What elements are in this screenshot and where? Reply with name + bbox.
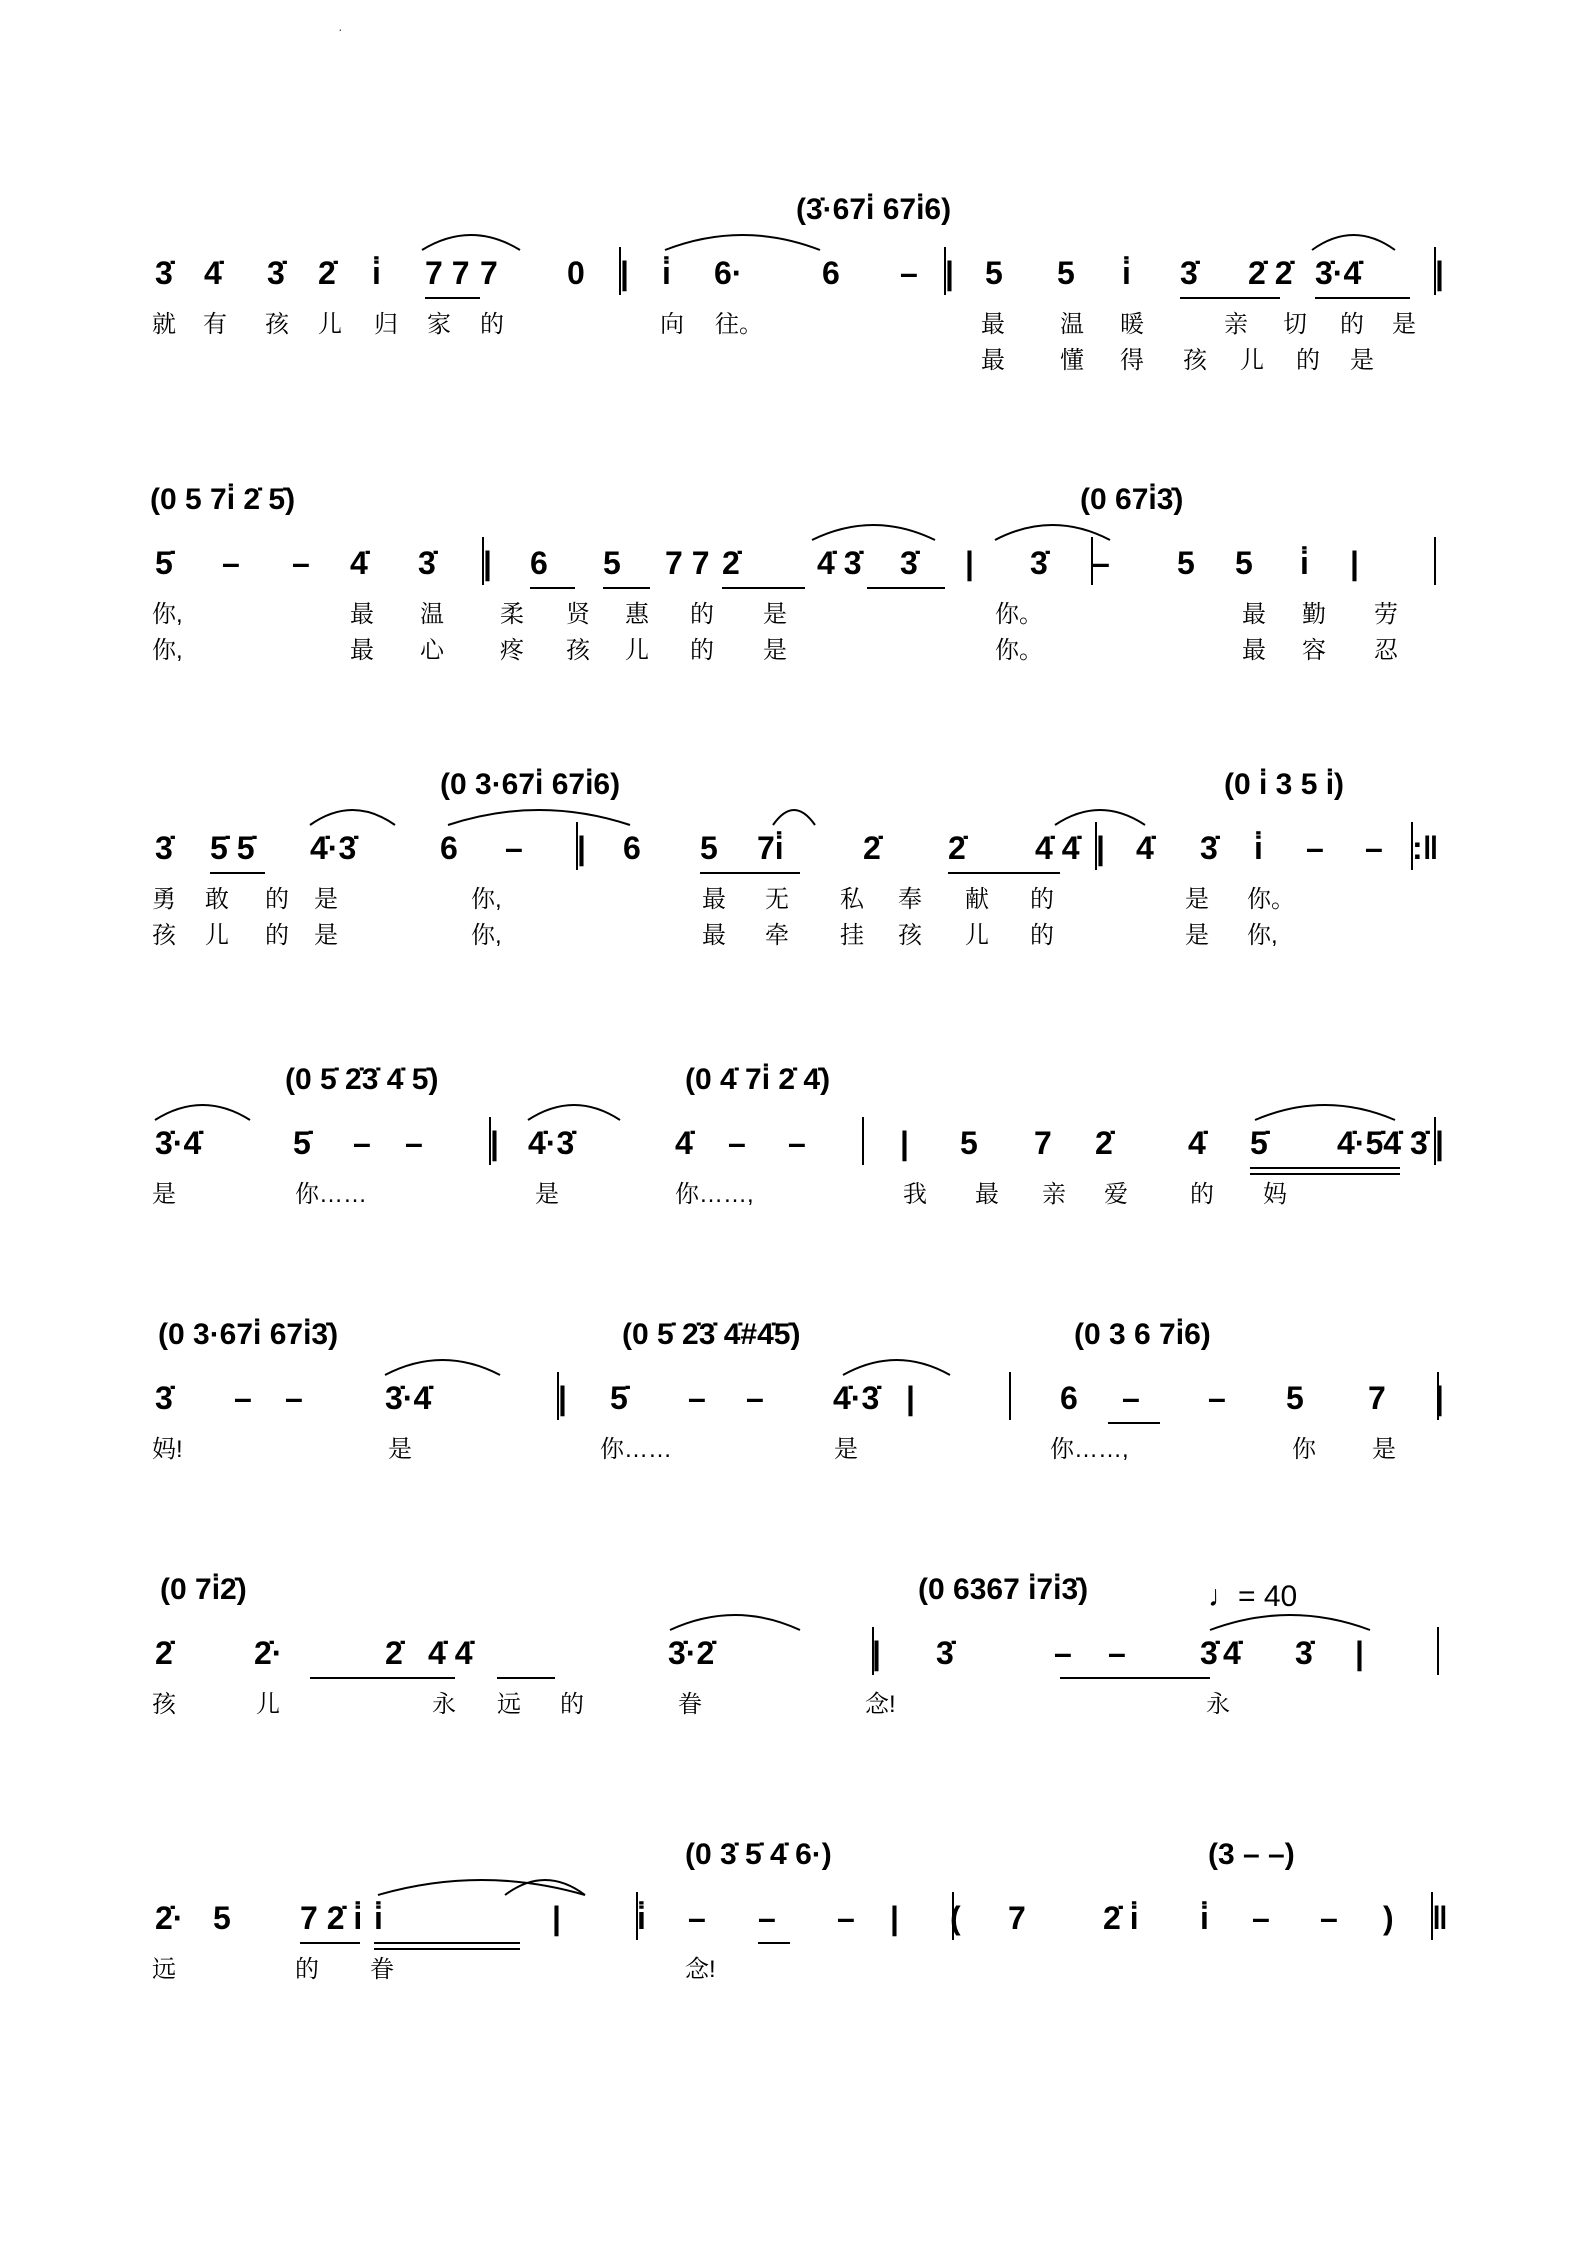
melody-note: 0: [567, 255, 585, 291]
lyric-syllable-verse-2: 孩: [152, 922, 176, 949]
melody-note: –: [1365, 830, 1383, 866]
melody-note: 4̇·3̇: [528, 1125, 575, 1161]
lyric-syllable-verse-2: 容: [1302, 637, 1326, 664]
melody-note: 3̇·2̇: [668, 1635, 715, 1671]
lyric-syllable-verse-1: 柔: [500, 601, 524, 628]
lyric-syllable-verse-2: 是: [1350, 347, 1374, 374]
melody-note: 7: [480, 255, 498, 291]
lyric-syllable-verse-2: 的: [265, 922, 289, 949]
melody-note: i̇: [1300, 545, 1309, 581]
lyric-syllable-verse-1: 无: [765, 886, 789, 913]
lyric-syllable-verse-2: 你,: [1247, 922, 1278, 949]
lyric-syllable-verse-1: 的: [1030, 886, 1054, 913]
melody-note: –: [1054, 1635, 1072, 1671]
lyric-syllable-verse-2: 牵: [765, 922, 789, 949]
accompaniment-figure: (0 3 6 7i̇6): [1074, 1318, 1211, 1351]
melody-note: –: [234, 1380, 252, 1416]
melody-note: –: [758, 1900, 776, 1936]
melody-note: |: [1435, 1125, 1444, 1161]
lyric-syllable-verse-1: 归: [374, 311, 398, 338]
melody-note: 3̇: [1200, 830, 1218, 866]
melody-note: 3̇·4̇: [1315, 255, 1362, 291]
lyric-syllable-verse-1: 亲: [1224, 311, 1248, 338]
melody-note: 4̇·5̇4̇ 3̇: [1337, 1125, 1428, 1161]
lyric-syllable-verse-2: 得: [1120, 347, 1144, 374]
lyric-syllable-verse-1: 妈!: [152, 1436, 183, 1463]
lyric-syllable-verse-1: 眷: [370, 1956, 394, 1983]
melody-note: ): [1383, 1900, 1394, 1936]
accompaniment-figure: (0 4̇ 7i̇ 2̇ 4̇): [685, 1063, 831, 1096]
melody-note: 3̇: [418, 545, 436, 581]
melody-note: 5: [1235, 545, 1253, 581]
melody-note: 2̇ i̇: [1103, 1900, 1139, 1936]
lyric-syllable-verse-1: 奉: [898, 886, 922, 913]
lyric-syllable-verse-1: 是: [834, 1436, 858, 1463]
lyric-syllable-verse-1: 就: [152, 311, 176, 338]
melody-note: 4̇: [1223, 1635, 1241, 1671]
melody-note: 6: [1060, 1380, 1078, 1416]
melody-note: 5: [213, 1900, 231, 1936]
lyric-syllable-verse-1: 贤: [566, 601, 590, 628]
slur-mark: [310, 810, 395, 825]
lyric-syllable-verse-1: 儿: [256, 1691, 280, 1718]
lyric-syllable-verse-1: 温: [420, 601, 444, 628]
slur-mark: [528, 1105, 620, 1120]
accompaniment-figure: (0 3̇ 5̇ 4̇ 6·): [685, 1838, 832, 1871]
slur-mark: [1055, 810, 1145, 825]
melody-note: :‖: [1412, 830, 1439, 866]
lyric-syllable-verse-2: 你,: [471, 922, 502, 949]
lyric-syllable-verse-1: 最: [702, 886, 726, 913]
accompaniment-figure: (0 i̇ 3 5 i̇): [1224, 768, 1345, 801]
melody-note: –: [285, 1380, 303, 1416]
lyric-syllable-verse-1: 是: [535, 1181, 559, 1208]
lyric-syllable-verse-2: 是: [1185, 922, 1209, 949]
lyric-syllable-verse-1: 远: [497, 1691, 521, 1718]
melody-note: |: [1435, 255, 1444, 291]
melody-note: –: [222, 545, 240, 581]
tempo-marking: ♩= 40: [1208, 1580, 1298, 1613]
lyric-syllable-verse-1: 你……: [295, 1181, 367, 1208]
melody-note: –: [1122, 1380, 1140, 1416]
melody-note: 5: [985, 255, 1003, 291]
melody-note: –: [688, 1900, 706, 1936]
melody-note: 4̇: [1136, 830, 1154, 866]
slur-mark: [155, 1105, 250, 1120]
lyric-syllable-verse-1: 你……,: [675, 1181, 754, 1208]
melody-note: 2̇ 2̇: [1248, 255, 1293, 291]
melody-note: 4̇·3̇: [833, 1380, 880, 1416]
lyric-syllable-verse-1: 温: [1060, 311, 1084, 338]
lyric-syllable-verse-1: 你,: [152, 601, 183, 628]
lyric-syllable-verse-2: 疼: [500, 637, 524, 664]
melody-note: 6: [623, 830, 641, 866]
lyric-syllable-verse-1: 劳: [1374, 601, 1398, 628]
melody-note: |: [945, 255, 954, 291]
melody-note: 2̇: [318, 255, 336, 291]
slur-mark: [1255, 1105, 1395, 1120]
lyric-syllable-verse-2: 最: [981, 347, 1005, 374]
melody-note: |: [620, 255, 629, 291]
lyric-syllable-verse-1: 私: [840, 886, 864, 913]
melody-note: –: [292, 545, 310, 581]
slur-mark: [843, 1360, 950, 1375]
melody-note: 6: [822, 255, 840, 291]
lyric-syllable-verse-2: 孩: [566, 637, 590, 664]
lyric-syllable-verse-1: 是: [1372, 1436, 1396, 1463]
slur-mark: [1210, 1615, 1370, 1630]
melody-note: 3̇: [936, 1635, 954, 1671]
lyric-syllable-verse-2: 孩: [1183, 347, 1207, 374]
melody-note: |: [872, 1635, 881, 1671]
slur-mark: [448, 810, 630, 825]
lyric-syllable-verse-1: 的: [1340, 311, 1364, 338]
lyric-syllable-verse-1: 孩: [152, 1691, 176, 1718]
melody-note: –: [788, 1125, 806, 1161]
lyric-syllable-verse-1: 的: [295, 1956, 319, 1983]
melody-note: i̇: [1200, 1900, 1209, 1936]
melody-note: 4̇: [350, 545, 368, 581]
lyric-syllable-verse-1: 是: [1185, 886, 1209, 913]
melody-note: |: [1350, 545, 1359, 581]
lyric-syllable-verse-2: 懂: [1060, 347, 1084, 374]
melody-note: |: [900, 1125, 909, 1161]
lyric-syllable-verse-1: 你: [1292, 1436, 1316, 1463]
melody-note: |: [552, 1900, 561, 1936]
slur-mark: [665, 235, 820, 250]
melody-note: –: [353, 1125, 371, 1161]
melody-note: ‖: [1432, 1900, 1448, 1936]
melody-note: 3̇: [1200, 1635, 1218, 1671]
lyric-syllable-verse-1: 念!: [685, 1956, 716, 1983]
lyric-syllable-verse-2: 儿: [1240, 347, 1264, 374]
melody-note: 7 7: [665, 545, 710, 581]
lyric-syllable-verse-2: 你。: [995, 637, 1043, 664]
lyric-syllable-verse-2: 孩: [898, 922, 922, 949]
melody-note: 2̇: [722, 545, 740, 581]
lyric-syllable-verse-1: 眷: [678, 1691, 702, 1718]
lyric-syllable-verse-2: 的: [1030, 922, 1054, 949]
lyric-syllable-verse-1: 是: [314, 886, 338, 913]
lyric-syllable-verse-1: 勤: [1302, 601, 1326, 628]
melody-note: |: [558, 1380, 567, 1416]
melody-note: 7i̇: [757, 830, 784, 866]
melody-note: –: [746, 1380, 764, 1416]
lyric-syllable-verse-2: 最: [1242, 637, 1266, 664]
melody-note: |: [577, 830, 586, 866]
melody-note: –: [1108, 1635, 1126, 1671]
melody-note: –: [688, 1380, 706, 1416]
melody-note: i̇: [662, 255, 671, 291]
melody-note: 5̇: [293, 1125, 311, 1161]
melody-note: 4̇ 3̇: [817, 545, 862, 581]
lyric-syllable-verse-1: 爱: [1104, 1181, 1128, 1208]
lyric-syllable-verse-1: 妈: [1263, 1181, 1287, 1208]
accompaniment-figure: (0 5̇ 2̇3̇ 4̇#4̇5̇): [622, 1318, 801, 1351]
lyric-syllable-verse-1: 家: [427, 311, 451, 338]
melody-note: 4̇: [204, 255, 222, 291]
lyric-syllable-verse-1: 亲: [1042, 1181, 1066, 1208]
melody-note: –: [1092, 545, 1110, 581]
accompaniment-figure: (3̇·67i̇ 67i̇6): [796, 193, 952, 226]
lyric-syllable-verse-2: 儿: [205, 922, 229, 949]
lyric-syllable-verse-1: 你。: [995, 601, 1043, 628]
melody-note: 3̇: [267, 255, 285, 291]
melody-note: 3̇: [900, 545, 918, 581]
accompaniment-figure: (0 3·67i̇ 67i̇3̇): [158, 1318, 339, 1351]
melody-note: 5: [960, 1125, 978, 1161]
melody-note: 7: [1368, 1380, 1386, 1416]
melody-note: (: [950, 1900, 961, 1936]
lyric-syllable-verse-1: 暖: [1120, 311, 1144, 338]
lyric-syllable-verse-1: 往。: [715, 311, 763, 338]
accompaniment-figure: (0 67i̇3̇): [1080, 483, 1184, 516]
melody-note: 3̇: [1030, 545, 1048, 581]
melody-note: 4̇·3̇: [310, 830, 357, 866]
melody-note: 5̇: [155, 545, 173, 581]
lyric-syllable-verse-1: 儿: [318, 311, 342, 338]
slur-mark: [812, 525, 935, 540]
lyric-syllable-verse-1: 永: [1206, 1691, 1230, 1718]
melody-note: 2̇·: [155, 1900, 184, 1936]
melody-note: 3̇: [1295, 1635, 1313, 1671]
accompaniment-figure: (0 7i̇2̇): [160, 1573, 247, 1606]
lyric-syllable-verse-1: 念!: [865, 1691, 896, 1718]
melody-note: 2̇: [1095, 1125, 1113, 1161]
melody-note: –: [837, 1900, 855, 1936]
melody-note: –: [505, 830, 523, 866]
melody-note: 7 2̇ i̇: [300, 1900, 363, 1936]
accompaniment-figure: (0 6367 i̇7i̇3̇): [918, 1573, 1089, 1606]
lyric-syllable-verse-1: 是: [388, 1436, 412, 1463]
accompaniment-figure: (0 5̇ 2̇3̇ 4̇ 5̇): [285, 1063, 439, 1096]
lyric-syllable-verse-2: 的: [1296, 347, 1320, 374]
lyric-syllable-verse-1: 的: [690, 601, 714, 628]
slur-mark: [378, 1880, 585, 1895]
lyric-syllable-verse-2: 儿: [965, 922, 989, 949]
lyric-syllable-verse-1: 切: [1283, 311, 1307, 338]
lyric-syllable-verse-1: 献: [965, 886, 989, 913]
lyric-syllable-verse-2: 是: [314, 922, 338, 949]
melody-note: 6·: [714, 255, 743, 291]
lyric-syllable-verse-1: 我: [903, 1181, 927, 1208]
melody-note: 2̇: [385, 1635, 403, 1671]
melody-note: i̇: [637, 1900, 646, 1936]
melody-note: 5: [1177, 545, 1195, 581]
lyric-syllable-verse-1: 你,: [471, 886, 502, 913]
lyric-syllable-verse-1: 的: [265, 886, 289, 913]
melody-note: i̇: [1254, 830, 1263, 866]
lyric-syllable-verse-1: 远: [152, 1956, 176, 1983]
slur-mark: [773, 810, 815, 825]
melody-note: 3̇·4̇: [385, 1380, 432, 1416]
lyric-syllable-verse-2: 是: [763, 637, 787, 664]
melody-note: 5: [1286, 1380, 1304, 1416]
slur-mark: [670, 1615, 800, 1630]
accompaniment-figure: (3 – –): [1208, 1838, 1295, 1871]
melody-note: i̇: [374, 1900, 383, 1936]
melody-note: 3̇: [155, 1380, 173, 1416]
lyric-syllable-verse-1: 是: [763, 601, 787, 628]
melody-note: 5: [700, 830, 718, 866]
melody-note: 5: [603, 545, 621, 581]
melody-note: –: [1252, 1900, 1270, 1936]
melody-note: 3̇: [155, 830, 173, 866]
melody-note: –: [405, 1125, 423, 1161]
page-mark: ·: [338, 21, 343, 37]
lyric-syllable-verse-2: 忍: [1374, 637, 1398, 664]
lyric-syllable-verse-2: 挂: [840, 922, 864, 949]
melody-note: 3̇: [1180, 255, 1198, 291]
melody-note: 5: [1057, 255, 1075, 291]
melody-note: |: [1435, 1380, 1444, 1416]
lyric-syllable-verse-2: 心: [420, 637, 444, 664]
slur-mark: [385, 1360, 500, 1375]
melody-note: 2̇: [948, 830, 966, 866]
melody-note: 4̇: [1188, 1125, 1206, 1161]
melody-note: 4̇ 4̇: [428, 1635, 473, 1671]
lyric-syllable-verse-1: 最: [975, 1181, 999, 1208]
lyric-syllable-verse-1: 是: [1392, 311, 1416, 338]
melody-note: 7: [1008, 1900, 1026, 1936]
melody-note: 2̇·: [254, 1635, 283, 1671]
melody-note: |: [906, 1380, 915, 1416]
lyric-syllable-verse-1: 的: [560, 1691, 584, 1718]
melody-note: |: [1096, 830, 1105, 866]
accompaniment-figure: (0 3·67i̇ 67i̇6): [440, 768, 621, 801]
melody-note: –: [1306, 830, 1324, 866]
melody-note: 3̇·4̇: [155, 1125, 202, 1161]
melody-note: 7 7: [425, 255, 470, 291]
lyric-syllable-verse-2: 的: [690, 637, 714, 664]
lyric-syllable-verse-1: 最: [350, 601, 374, 628]
melody-note: |: [1355, 1635, 1364, 1671]
melody-note: 4̇: [675, 1125, 693, 1161]
lyric-syllable-verse-1: 最: [981, 311, 1005, 338]
melody-note: 3̇: [155, 255, 173, 291]
melody-note: i̇: [372, 255, 381, 291]
melody-note: –: [728, 1125, 746, 1161]
melody-note: |: [965, 545, 974, 581]
lyric-syllable-verse-1: 永: [432, 1691, 456, 1718]
lyric-syllable-verse-1: 你。: [1247, 886, 1295, 913]
lyric-syllable-verse-1: 最: [1242, 601, 1266, 628]
melody-note: 4̇ 4̇: [1035, 830, 1080, 866]
melody-note: 7: [1034, 1125, 1052, 1161]
accompaniment-figure: (0 5 7i̇ 2̇ 5̇): [150, 483, 296, 516]
melody-note: –: [1320, 1900, 1338, 1936]
lyric-syllable-verse-1: 你……,: [1050, 1436, 1129, 1463]
lyric-syllable-verse-1: 的: [1190, 1181, 1214, 1208]
melody-note: |: [890, 1900, 899, 1936]
lyric-syllable-verse-1: 你……: [600, 1436, 672, 1463]
lyric-syllable-verse-1: 敢: [205, 886, 229, 913]
melody-note: –: [900, 255, 918, 291]
slur-mark: [1312, 235, 1395, 250]
slur-mark: [422, 235, 520, 250]
lyric-syllable-verse-1: 的: [480, 311, 504, 338]
lyric-syllable-verse-2: 儿: [625, 637, 649, 664]
lyric-syllable-verse-1: 向: [660, 311, 684, 338]
melody-note: 6: [440, 830, 458, 866]
lyric-syllable-verse-1: 孩: [265, 311, 289, 338]
melody-note: 5̇ 5̇: [210, 830, 255, 866]
melody-note: –: [1208, 1380, 1226, 1416]
melody-note: |: [483, 545, 492, 581]
lyric-syllable-verse-2: 最: [702, 922, 726, 949]
lyric-syllable-verse-1: 是: [152, 1181, 176, 1208]
lyric-syllable-verse-1: 勇: [152, 886, 176, 913]
lyric-syllable-verse-2: 你,: [152, 637, 183, 664]
melody-note: 6: [530, 545, 548, 581]
lyric-syllable-verse-1: 有: [203, 311, 227, 338]
melody-note: 5̇: [610, 1380, 628, 1416]
melody-note: 2̇: [155, 1635, 173, 1671]
lyric-syllable-verse-1: 惠: [625, 601, 649, 628]
melody-note: |: [490, 1125, 499, 1161]
melody-note: 5̇: [1250, 1125, 1268, 1161]
lyric-syllable-verse-2: 最: [350, 637, 374, 664]
melody-note: 2̇: [863, 830, 881, 866]
melody-note: i̇: [1122, 255, 1131, 291]
